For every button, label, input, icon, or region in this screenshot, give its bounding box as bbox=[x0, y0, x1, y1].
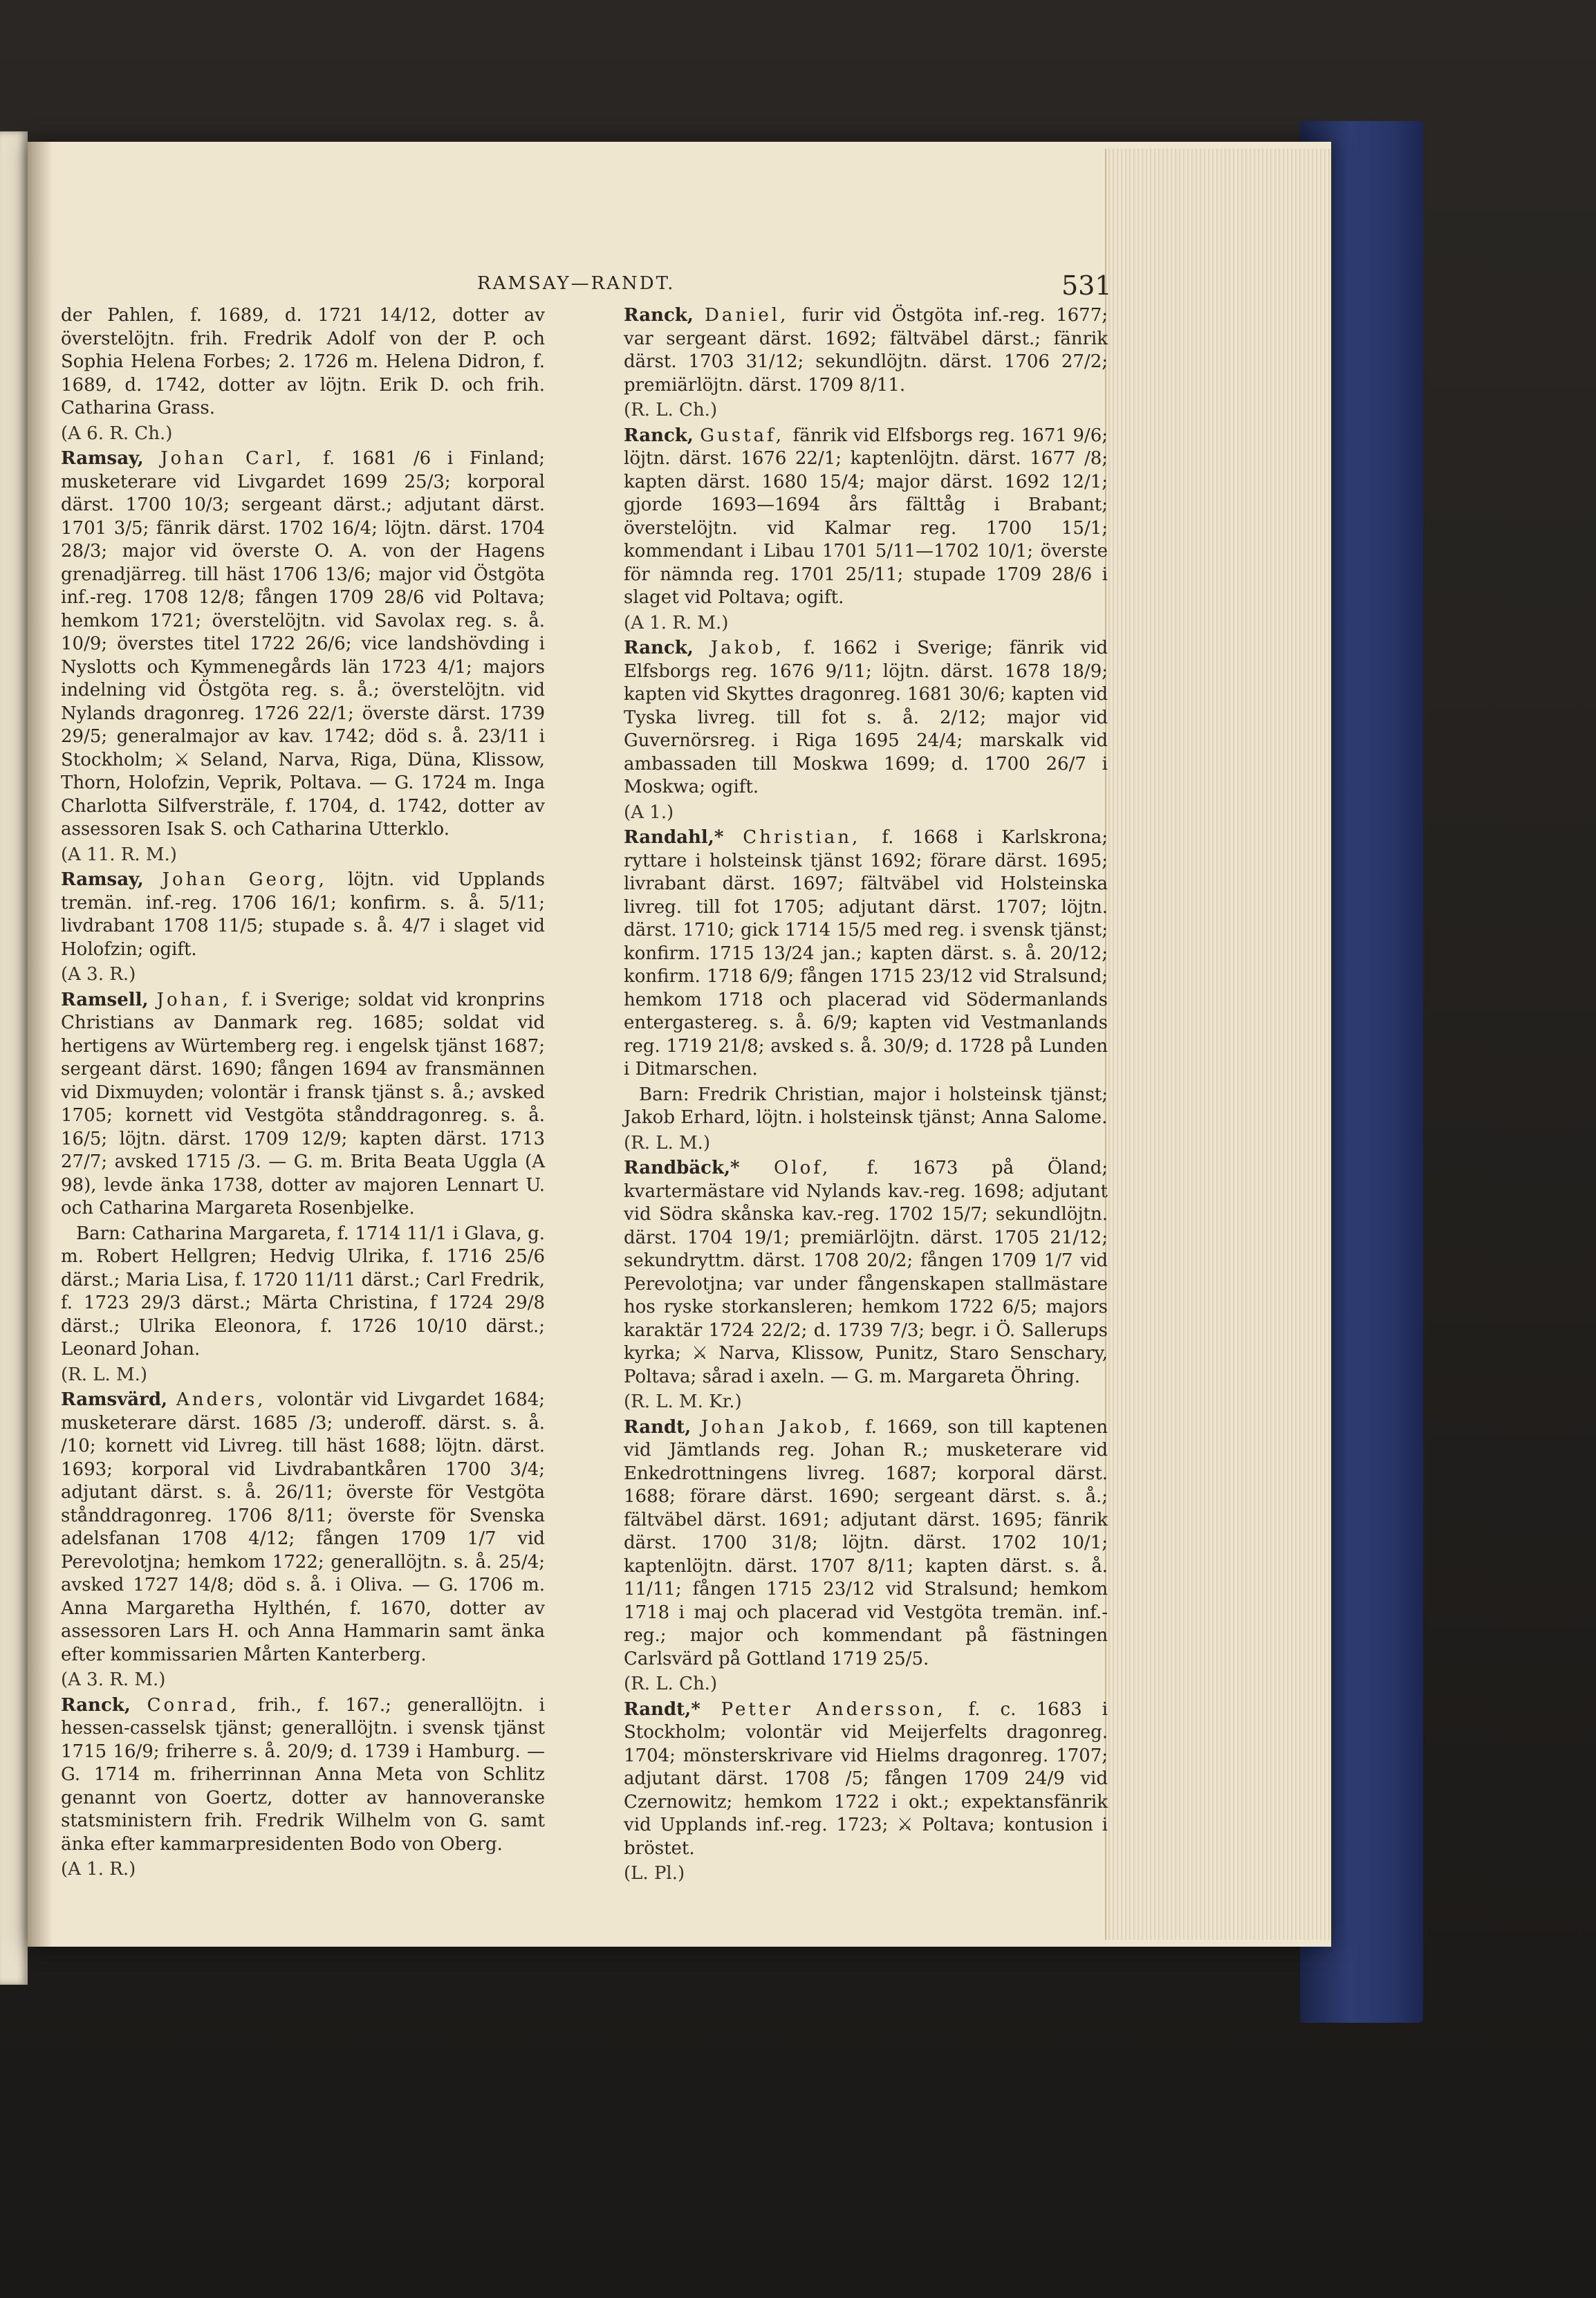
entry-surname: Randbäck,* bbox=[624, 1158, 774, 1178]
entry-text: f. 1668 i Karlskrona; ryttare i holsteinsk tjänst 1692; förare därst. 1695; livrabant därst. 1697; fältväbel vid Holsteinska livreg. till fot 1705; adjutant därst. 1707; löjtn. därst. 1710; gick 1714 15/5 med reg. i svensk tjänst; konfirm. 1715 13/24 jan.; kapten därst. s. å. 20/12; konfirm. 1718 6/9; fången 1715 23/12 vid Stralsund; hemkom 1718 och placerad vid Södermanlands entergastereg. s. å. 6/9; kapten vid Vestmanlands reg. 1719 21/8; avsked s. å. 30/9; d. 1728 på Lunden i Ditmarschen. bbox=[624, 827, 1108, 1079]
entry-surname: Ranck, bbox=[624, 425, 700, 446]
book-page bbox=[28, 142, 1331, 1947]
entry-text: f. 1669, son till kaptenen vid Jämtlands reg. Johan R.; musketerare vid Enkedrottningens livreg. 1687; korporal därst. 1688; förare därst. 1690; sergeant därst. s. å.; fältväbel därst. 1691; adjutant därst. 1695; fänrik därst. 1700 31/8; löjtn. därst. 1702 10/1; kaptenlöjtn. därst. 1707 8/11; kapten därst. s. å. 11/11; fången 1715 23/12 vid Stralsund; hemkom 1718 i maj och placerad vid Vestgöta tremän. inf.-reg.; major och kommendant på fästningen Carlsvärd på Gottland 1719 25/5. bbox=[624, 1416, 1108, 1669]
entry-given-name: Johan, bbox=[156, 989, 242, 1010]
entry bbox=[61, 304, 545, 420]
entry-reference: (A 3. R.) bbox=[61, 964, 136, 985]
right-column bbox=[624, 304, 1108, 1888]
entry bbox=[624, 637, 1108, 799]
entry-surname: Ramsay, bbox=[61, 448, 161, 469]
entry-text: f. 1681 /6 i Finland; musketerare vid Livgardet 1699 25/3; korporal därst. 1700 10/3; sergeant därst.; adjutant därst. 1701 3/5; fänrik därst. 1702 16/4; löjtn. därst. 1704 28/3; major vid överste O. A. von der Hagens grenadjärreg. till häst 1706 13/6; major vid Östgöta inf.-reg. 1708 12/8; fången 1709 28/6 vid Poltava; hemkom 1721; överstelöjtn. vid Savolax reg. s. å. 10/9; överstes titel 1722 26/6; vice landshövding i Nyslotts och Kymmenegårds län 1723 4/1; majors indelning vid Östgöta reg. s. å.; överstelöjtn. vid Nylands dragonreg. 1726 22/1; överste därst. 1739 29/5; generalmajor av kav. 1742; död s. å. 23/11 i Stockholm; ⚔ Seland, Narva, Riga, Düna, Klissow, Thorn, Holofzin, Veprik, Poltava. — G. 1724 m. Inga Charlotta Silfversträle, f. 1704, d. 1742, dotter av assessoren Isak S. och Catharina Utterklo. bbox=[61, 448, 545, 840]
entry bbox=[624, 304, 1108, 397]
entry-text: der Pahlen, f. 1689, d. 1721 14/12, dotter av överstelöjtn. frih. Fredrik Adolf von der P. och Sophia Helena Forbes; 2. 1726 m. Helena Didron, f. 1689, d. 1742, dotter av löjtn. Erik D. och frih. Catharina Grass. bbox=[61, 305, 545, 418]
left-column bbox=[61, 304, 545, 1884]
entry-text: löjtn. vid Upplands tremän. inf.-reg. 1706 16/1; konfirm. s. å. 5/11; livdrabant 1708 11/5; stupade s. å. 4/7 i slaget vid Holofzin; ogift. bbox=[61, 869, 545, 960]
entry-given-name: Petter Andersson, bbox=[721, 1698, 969, 1720]
entry-surname: Ramsay, bbox=[61, 869, 163, 890]
entry-given-name: Christian, bbox=[743, 827, 882, 848]
entry-given-name: Daniel, bbox=[704, 305, 802, 326]
entry-text: f. 1673 på Öland; kvartermästare vid Nylands kav.-reg. 1698; adjutant vid Södra skånska kav.-reg. 1702 15/7; sekundlöjtn. därst. 1704 19/1; premiärlöjtn. därst. 1705 21/12; sekundryttm. därst. 1708 20/2; fången 1709 1/7 vid Perevolotjna; var under fångenskapen stallmästare hos ryske storkansleren; hemkom 1722 6/5; majors karaktär 1724 22/2; d. 1739 7/3; begr. i Ö. Sallerups kyrka; ⚔ Narva, Klissow, Punitz, Staro Senschary, Poltava; sårad i axeln. — G. m. Margareta Öhring. bbox=[624, 1158, 1108, 1387]
entry bbox=[61, 989, 545, 1221]
entry bbox=[624, 425, 1108, 610]
page-stack-edges bbox=[1105, 149, 1331, 1940]
entry bbox=[624, 826, 1108, 1082]
entry-children: Barn: Catharina Margareta, f. 1714 11/1 i Glava, g. m. Robert Hellgren; Hedvig Ulrika, f. 1716 25/6 därst.; Maria Lisa, f. 1720 11/11 därst.; Carl Fredrik, f. 1723 29/3 därst.; Märta Christina, f 1724 29/8 därst.; Ulrika Eleonora, f. 1726 10/10 därst.; Leonard Johan. bbox=[61, 1223, 545, 1360]
entry bbox=[624, 1416, 1108, 1671]
entry-text: frih., f. 167.; generallöjtn. i hessen-casselsk tjänst; generallöjtn. i svensk tjänst 1715 16/9; friherre s. å. 20/9; d. 1739 i Hamburg. — G. 1714 m. friherrinnan Anna Meta von Schlitz genannt von Goertz, dotter av hannoveranske statsministern frih. Fredrik Wilhelm von G. samt änka efter kammarpresidenten Bodo von Oberg. bbox=[61, 1694, 545, 1855]
entry-reference: (A 1. R. M.) bbox=[624, 612, 729, 633]
entry-reference: (A 11. R. M.) bbox=[61, 844, 177, 865]
page-gutter-shadow bbox=[28, 142, 53, 1947]
entry-surname: Randahl,* bbox=[624, 827, 743, 848]
entry-surname: Randt, bbox=[624, 1416, 701, 1438]
entry-reference: (A 1.) bbox=[624, 801, 674, 823]
running-head: RAMSAY—RANDT. bbox=[477, 273, 676, 294]
entry-given-name: Conrad, bbox=[147, 1694, 258, 1716]
entry-text: f. 1662 i Sverige; fänrik vid Elfsborgs reg. 1676 9/11; löjtn. därst. 1678 18/9; kapten vid Skyttes dragonreg. 1681 30/6; kapten vid Tyska livreg. till fot s. å. 2/12; major vid Guvernörsreg. i Riga 1695 24/4; marskalk vid ambassaden till Moskwa 1699; d. 1700 26/7 i Moskwa; ogift. bbox=[624, 638, 1108, 797]
entry-children: Barn: Fredrik Christian, major i holsteinsk tjänst; Jakob Erhard, löjtn. i holsteinsk tjänst; Anna Salome. bbox=[624, 1084, 1108, 1128]
entry-text: f. i Sverige; soldat vid kronprins Christians av Danmark reg. 1685; soldat vid hertigens av Würtemberg reg. i engelsk tjänst 1687; sergeant därst. 1690; fången 1694 av fransmännen vid Dixmuyden; volontär i fransk tjänst s. å.; avsked 1705; kornett vid Vestgöta stånddragonreg. s. å. 16/5; löjtn. därst. 1709 12/9; kapten därst. 1713 27/7; avsked 1715 /3. — G. m. Brita Beata Uggla (A 98), levde änka 1738, dotter av majoren Lennart U. och Catharina Margareta Rosenbjelke. bbox=[61, 989, 545, 1219]
entry-given-name: Olof, bbox=[774, 1158, 867, 1178]
entry-reference: (R. L. M.) bbox=[624, 1132, 711, 1153]
entry-reference: (A 1. R.) bbox=[61, 1859, 136, 1880]
entry-text: volontär vid Livgardet 1684; musketerare därst. 1685 /3; underoff. därst. s. å. /10; kornett vid Livreg. till häst 1688; löjtn. därst. 1693; korporal vid Livdrabantkåren 1700 3/4; adjutant därst. s. å. 26/11; överste för Vestgöta stånddragonreg. 1706 8/11; överste för Svenska adelsfanan 1708 4/12; fången 1709 1/7 vid Perevolotjna; hemkom 1722; generallöjtn. s. å. 25/4; avsked 1727 14/8; död s. å. i Oliva. — G. 1706 m. Anna Margaretha Hylthén, f. 1670, dotter av assessoren Lars H. och Anna Hammarin samt änka efter kommissarien Mårten Kanterberg. bbox=[61, 1389, 546, 1665]
entry-surname: Ranck, bbox=[624, 638, 711, 658]
entry-given-name: Anders, bbox=[176, 1389, 277, 1410]
entry-text: f. c. 1683 i Stockholm; volontär vid Meijerfelts dragonreg. 1704; mönsterskrivare vid Hielms dragonreg. 1707; adjutant därst. 1708 /5; fången 1709 24/9 vid Czernowitz; hemkom 1722 i okt.; expektansfänrik vid Upplands inf.-reg. 1723; ⚔ Poltava; kontusion i bröstet. bbox=[624, 1698, 1108, 1859]
entry-given-name: Johan Georg, bbox=[162, 869, 348, 890]
entry bbox=[61, 869, 545, 961]
entry bbox=[624, 1698, 1108, 1861]
entry bbox=[61, 1389, 545, 1667]
entry-text: fänrik vid Elfsborgs reg. 1671 9/6; löjtn. därst. 1676 22/1; kaptenlöjtn. därst. 1677 /8; kapten därst. 1680 15/4; major därst. 1692 12/1; gjorde 1693—1694 års fälttåg i Brabant; överstelöjtn. vid Kalmar reg. 1700 15/1; kommendant i Libau 1701 5/11—1702 10/1; överste för nämnda reg. 1701 25/11; stupade 1709 28/6 i slaget vid Poltava; ogift. bbox=[624, 425, 1108, 608]
entry-reference: (A 3. R. M.) bbox=[61, 1669, 166, 1690]
previous-page-edge bbox=[0, 131, 28, 1985]
entry-given-name: Gustaf, bbox=[700, 425, 793, 446]
entry-surname: Ranck, bbox=[624, 305, 705, 326]
entry-text: furir vid Östgöta inf.-reg. 1677; var sergeant därst. 1692; fältväbel därst.; fänrik därst. 1703 31/12; sekundlöjtn. därst. 1706 27/2; premiärlöjtn. därst. 1709 8/11. bbox=[624, 305, 1108, 396]
entry-surname: Ramsvärd, bbox=[61, 1389, 176, 1410]
entry-reference: (A 6. R. Ch.) bbox=[61, 423, 173, 444]
entry bbox=[61, 447, 545, 842]
entry bbox=[624, 1157, 1108, 1389]
entry-surname: Randt,* bbox=[624, 1698, 721, 1720]
entry-reference: (R. L. M.) bbox=[61, 1364, 148, 1385]
entry-given-name: Johan Jakob, bbox=[700, 1416, 866, 1438]
entry-reference: (L. Pl.) bbox=[624, 1863, 685, 1884]
entry-reference: (R. L. M. Kr.) bbox=[624, 1391, 742, 1412]
entry-reference: (R. L. Ch.) bbox=[624, 1674, 718, 1694]
page-number: 531 bbox=[1061, 270, 1112, 301]
entry-given-name: Jakob, bbox=[710, 638, 804, 658]
entry-surname: Ranck, bbox=[61, 1694, 147, 1716]
entry-surname: Ramsell, bbox=[61, 989, 157, 1010]
entry-given-name: Johan Carl, bbox=[160, 448, 324, 469]
entry bbox=[61, 1694, 545, 1857]
entry-reference: (R. L. Ch.) bbox=[624, 400, 718, 420]
